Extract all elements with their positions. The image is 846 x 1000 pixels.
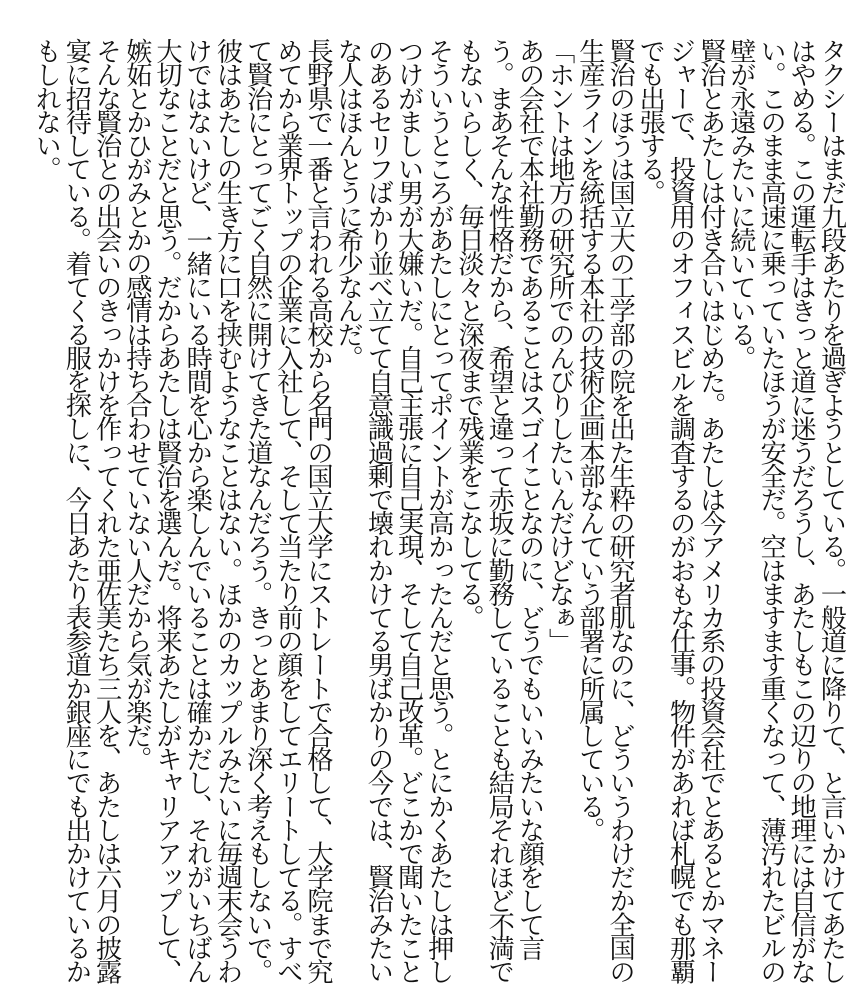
paragraph-9: そんな賢治との出会いのきっかけを作ってくれた亜佐美たち三人を、あたしは六月の披露宴に招待している。着てくる服を探しに、今日あたり表参道か銀座にでも出かけているかもしれない。: [31, 38, 122, 983]
paragraph-1: タクシーはまだ九段あたりを過ぎようとしている。一般道に降りて、と言いかけてあたしはやめる。この運転手はきっと道に迷うだろうし、あたしもこの辺りの地理には自信がない。このまま高速に乗っていたほうが安全だ。空はますます重くなって、薄汚れたビルの壁が永遠みたいに続いている。: [725, 38, 846, 983]
paragraph-4: 「ホントは地方の研究所でのんびりしたいんだけどなぁ」: [544, 38, 575, 652]
paragraph-7: 長野県で一番と言われる高校から名門の国立大学にストレートで合格して、大学院まで究めてから業界トップの企業に入社して、そして当たり前の顔をしてエリートしてる。すべて賢治にとってごく自然に開けてきた道なんだろう。きっとあまり深く考えもしないで。: [242, 38, 334, 983]
paragraph-6: そういうところがあたしにとってポイントが高かったんだと思う。とにかくあたしは押しつけがましい男が大嫌いだ。自己主張に自己実現、そして自己改革。どこかで聞いたことのあるセリフばかり並べ立てて自意識過剰で壊れかけてる男ばかりの今では、賢治みたいな人はほんとうに希少なんだ。: [333, 38, 454, 983]
novel-page: [31, 38, 846, 983]
vertical-text-body: [31, 38, 846, 982]
paragraph-3: 賢治のほうは国立大の工学部の院を出た生粋の研究者肌なのに、どういうわけだか全国の生産ラインを統括する本社の技術企画本部なんていう部署に所属している。: [574, 38, 636, 983]
paragraph-5: あの会社で本社勤務であることはスゴイことなのに、どうでもいいみたいな顔をして言う。まあそんな性格だから、希望と違って赤坂に勤務していることも結局それほど不満でもないらしく、毎日淡々と深夜まで残業をこなしてる。: [454, 38, 545, 983]
paragraph-2: 賢治とあたしは付き合いはじめた。あたしは今アメリカ系の投資会社でとあるとかマネージャーで、投資用のオフィスビルを調査するのがおもな仕事。物件があれば札幌でも那覇でも出張する。: [635, 38, 726, 983]
paragraph-8: 彼はあたしの生き方に口を挟むようなことはない。ほかのカップルみたいに毎週末会うわけではないけど、一緒にいる時間を心から楽しんでいることは確かだし、それがいちばん大切なことだと思う。だからあたしは賢治を選んだ。将来あたしがキャリアアップして、嫉妬とかひがみとかの感情は持ち合わせていない人だから気が楽だ。: [121, 38, 243, 983]
